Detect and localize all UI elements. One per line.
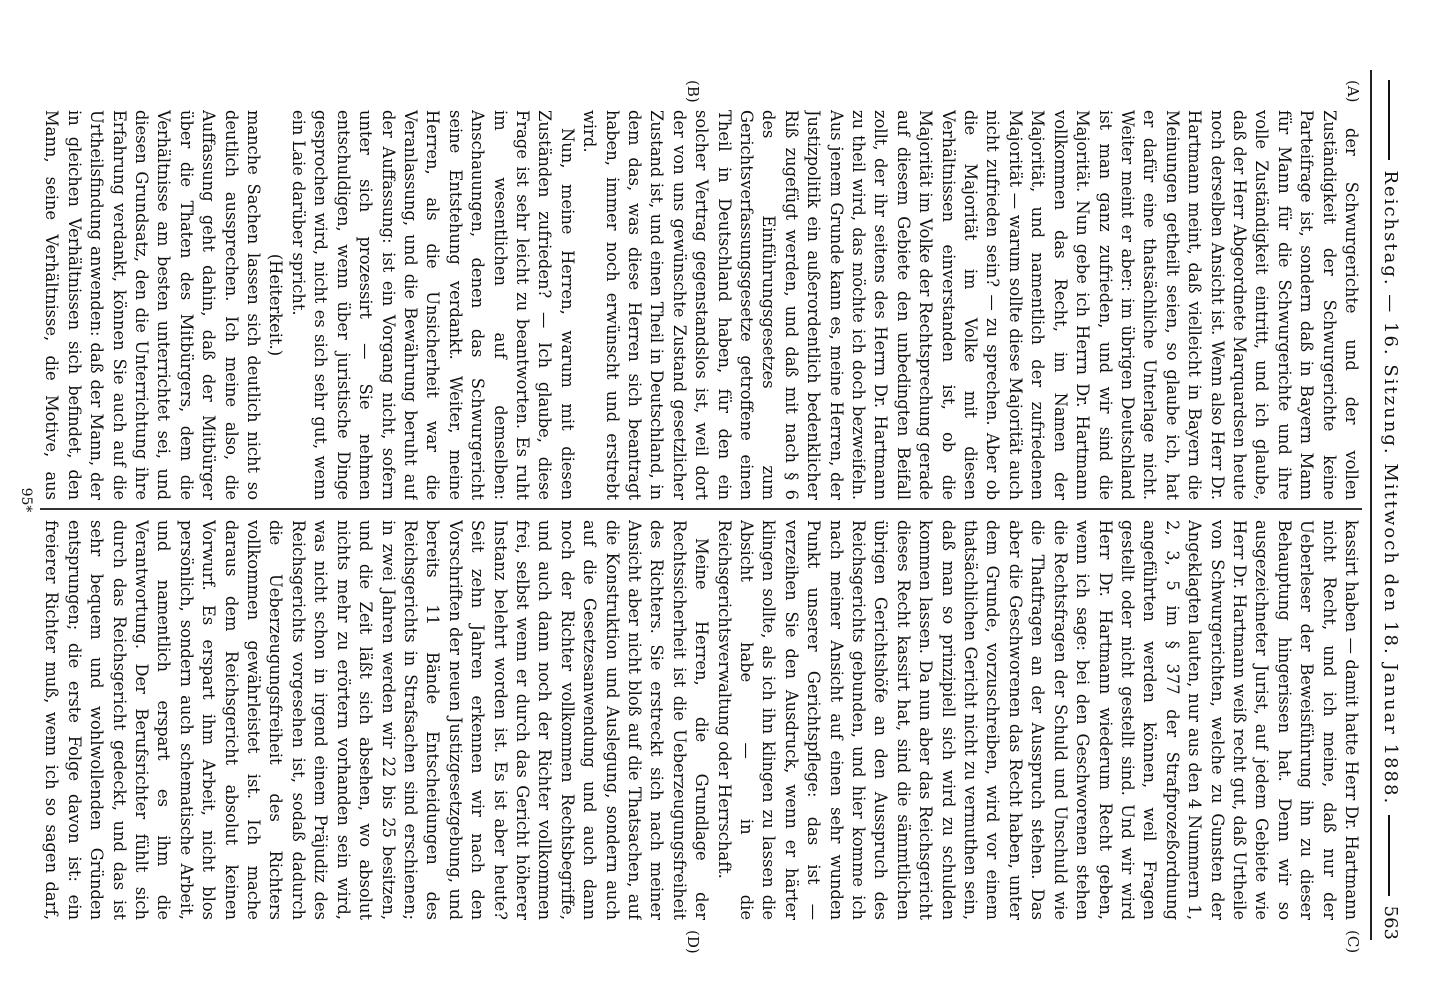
- page-header: [1380, 70, 1414, 940]
- page-title: Reichstag. — 16. Sitzung. Mittwoch den 18. Januar 1888.: [1380, 170, 1401, 806]
- margin-marker-b: (B): [684, 80, 702, 103]
- paragraph: der Schwurgerichte und der vollen Zuständigkeit der Schwurgerichte keine Parteifrage ist, sondern daß in Bayern Mann für Mann für die Schwurgerichte und ihre volle Zuständigkeit eintritt, und ich glaube, daß der Herr Abgeordnete Marquardsen heute noch derselben Ansicht ist. Wenn also Herr Dr. Hartmann meint, daß vielleicht in Bayern die Meinungen getheilt seien, so glaube ich, hat er dafür eine thatsächliche Unterlage nicht. Weiter meint er aber: im übrigen Deutschland ist man ganz zufrieden, und wir sind die Majorität. Nun gebe ich Herrn Dr. Hartmann vollkommen das Recht, im Namen der Majorität, und namentlich der zufriedenen Majorität — warum sollte diese Majorität auch nicht zufrieden sein? — zu sprechen. Aber ob die Majorität im Volke mit diesen Verhältnissen einverstanden ist, ob die Majorität im Volke der Rechtsprechung gerade auf diesem Gebiete den unbedingten Beifall zollt, der ihr seitens des Herrn Dr. Hartmann zu theil wird, das möchte ich doch bezweifeln. Aus jenem Grunde kann es, meine Herren, der Justizpolitik ein außerordentlich bedenklicher Riß zugefügt werden, und daß mit nach § 6 des Einführungsgesetzes zum Gerichtsverfassungsgesetze getroffene einen Theil in Deutschland haben, für den ein solcher Vertrag gegenstandslos ist, weil dort der von uns gewünschte Zustand gesetzlicher Zustand ist, und einen Theil in Deutschland, in dem das, was diese Herren sich beantragt haben, immer noch erwünscht und erstrebt wird.: [580, 110, 1361, 500]
- paragraph: Meine Herren, die Grundlage der Rechtssicherheit ist die Ueberzeugungsfreiheit des Richters. Sie erstreckt sich nach meiner Ansicht aber nicht bloß auf die Thatsachen, auf die Konstruktion und Auslegung, sondern auch auf die Gesetzesanwendung und auch dann noch der Richter vollkommen Rechtsbegriffe, und auch dann noch der Richter vollkommen frei, selbst wenn er durch das Gericht höherer Instanz belehrt worden ist. Es ist aber heute? Seit zehn Jahren erkennen wir nach den Vorschriften der neuen Justizgesetzgebung, und bereits 11 Bände Entscheidungen des Reichsgerichts in Strafsachen sind erschienen; in zwei Jahren werden wir 22 bis 25 besitzen, und die Zeit läßt sich absehen, wo absolut nichts mehr zu erörtern vorhanden sein wird, was nicht schon in irgend einem Präjudiz des Reichsgerichts vorgesehen ist, sodaß dadurch die Ueberzeugungsfreiheit des Richters vollkommen gewährleistet ist. Ich mache daraus dem Reichsgericht absolut keinen Vorwurf. Es erspart ihm Arbeit, nicht blos persönlich, sondern auch schematische Arbeit, und namentlich erspart es ihm die Verantwortung. Der Berufsrichter fühlt sich durch das Reichsgericht gedeckt, und das ist sehr bequem und wohlwollenden Gründen entsprungen; die erste Folge davon ist: ein freierer Richter muß, wenn ich so sagen darf,: [42, 520, 712, 920]
- paragraph: Nun, meine Herren, warum mit diesen Zuständen zufrieden? — Ich glaube, diese Frage ist sehr leicht zu beantworten. Es ruht im wesentlichen auf demselben: Anschauungen, denen das Schwurgericht seine Entstehung verdankt. Weiter, meine Herren, als die Unsicherheit war die Veranlassung, und die Bewährung beruht auf der Auffassung: ist ein Vorgang nicht, sofern unter sich prozessirt — Sie nehmen entschuldigen, wenn über juristische Dinge gesprochen wird, nicht es sich sehr gut, wenn ein Laie darüber spricht.: [288, 110, 577, 500]
- paragraph: kassirt haben — damit hatte Herr Dr. Hartmann nicht Recht, und ich meine, daß nur der Ueberleser der Beweisführung ihn zu dieser Behauptung hingerissen hat. Denn wir so ausgezeichneter Jurist, auf jedem Gebiete wie Herr Dr. Hartmann weiß recht gut, daß Urtheile von Schwurgerichten, welche zu Gunsten der Angeklagten lauten, nur aus den 4 Nummern 1, 2, 3, 5 im § 377 der Strafprozeßordnung angeführten werden können, weil Fragen gestellt oder nicht gestellt sind. Und wir wird Herr Dr. Hartmann wiederum Recht geben, wenn ich sage: bei den Geschworenen stehen die Rechtsfragen der Schuld und Unschuld wie die Thatfragen an der Ausspruch stehen. Das aber die Geschworenen das Recht haben, unter dem Grunde, vorzuschreiben, wird vor einem thatsächlichen Gericht nicht zu vermuthen sein, daß man so prinzipiell sich wird zu schulden kommen lassen. Da nun aber das Reichsgericht dieses Recht kassirt hat, sind die sämmtlichen übrigen Gerichtshöfe an den Ausspruch des Reichsgerichts gebunden, und hier komme ich nach meiner Ansicht auf einen sehr wunden Punkt unserer Gerichtspflege: das ist — verzeihen Sie den Ausdruck, wenn er härter klingen sollte, als ich ihn klingen zu lassen die Absicht habe — in die Reichsgerichtsverwaltung oder Herrschaft.: [714, 520, 1361, 920]
- header-rule-right: [1388, 815, 1398, 895]
- margin-marker-c: (C): [1344, 930, 1362, 954]
- page-number: 563: [1380, 905, 1401, 941]
- text-column-right: [40, 520, 1362, 920]
- header-divider: [1370, 70, 1372, 940]
- text-column-left: [40, 110, 1362, 500]
- header-rule-left: [1388, 80, 1398, 160]
- margin-marker-d: (D): [684, 930, 702, 954]
- signature-mark: 95*: [18, 487, 34, 513]
- interjection: (Heiterkeit.): [266, 253, 286, 357]
- margin-marker-a: (A): [1344, 80, 1362, 103]
- paragraph: manche Sachen lassen sich deutlich nicht so deutlich aussprechen. Ich meine also, die Auffassung geht dahin, daß der Mitbürger über die Thaten des Mitbürgers, dem die Verhältnisse am besten unterrichtet sei, und diesen Grundsatz, den die Unterrichtung ihre Erfahrung verdankt, können Sie auch auf die Urtheilsfindung anwenden: daß der Mann, der in gleichen Verhältnissen sich befindet, den Mann, seine Verhältnisse, die Motive, aus: [42, 110, 264, 500]
- column-divider: [40, 508, 1362, 510]
